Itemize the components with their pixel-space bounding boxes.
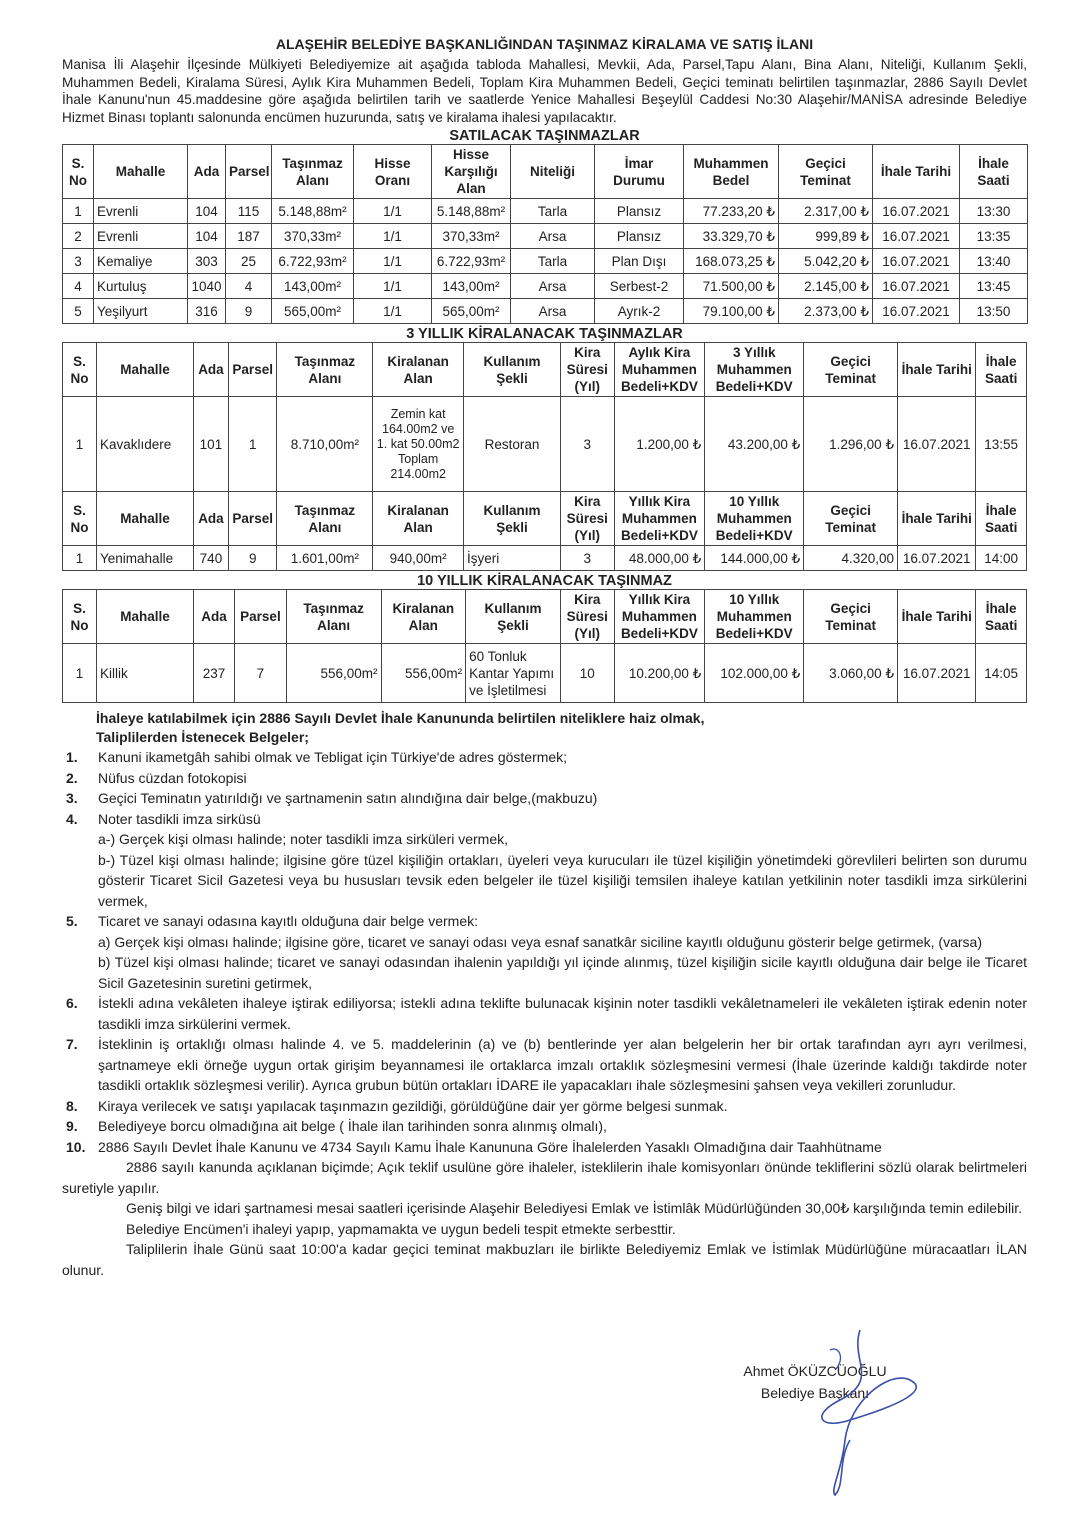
header-cell: S. No	[63, 492, 97, 546]
requirement-text: İsteklinin iş ortaklığı olması halinde 4. ve 5. maddelerinin (a) ve (b) bentlerinde yer alan belgelerin her bir ortak tarafından ayrı ayrı verilmesi, şartnameye ekli örneğe uygun ortak girişim beyannamesi ile ortaklarca imzalı ortaklık sözleşmesini vermesi (İhale üzerinde kaldığı takdirde noter tasdikli ortaklık sözleşmesi verilir). Ayrıca grubun bütün ortakları İDARE ile yapacakları ihale sözleşmesini şahsen veya vekilleri zorunludur.	[98, 1036, 1027, 1093]
table-cell: 940,00m²	[373, 546, 464, 571]
table-cell: 13:30	[960, 199, 1028, 224]
table-cell: 16.07.2021	[873, 249, 960, 274]
intro-paragraph: Manisa İli Alaşehir İlçesinde Mülkiyeti Belediyemize ait aşağıda tabloda Mahallesi, Mevkii, Ada, Parsel,Tapu Alanı, Bina Alanı, Niteliği, Kullanım Şekli, Muhammen Bedeli, Kiralama Süresi, Aylık Kira Muhammen Bedeli, Toplam Kira Muhammen Bedeli, Geçici teminatı belirtilen taşınmazlar, 2886 Sayılı Devlet İhale Kanunu'nun 45.maddesine göre aşağıda belirtilen tarih ve saatlerde Yenice Mahallesi Beşeylül Caddesi No:30 Alaşehir/MANİSA adresinde Belediye Hizmet Binası toplantı salonunda encümen huzurunda, satış ve kiralama ihalesi yapılacaktır.	[62, 57, 1027, 125]
requirement-number: 9.	[66, 1118, 78, 1134]
requirement-number: 7.	[66, 1036, 78, 1052]
table-cell: 13:35	[960, 224, 1028, 249]
document-title: ALAŞEHİR BELEDİYE BAŞKANLIĞINDAN TAŞINMAZ KİRALAMA VE SATIŞ İLANI	[275, 36, 814, 52]
table-cell: Ayrık-2	[595, 299, 684, 324]
table-cell: 2.317,00 ₺	[779, 199, 873, 224]
closing-paragraph-1: 2886 sayılı kanunda açıklanan biçimde; Açık teklif usulüne göre ihaleler, isteklilerin ihale komisyonları önünde tekliflerini sözlü olarak belirtmeleri suretiyle yapılır.	[62, 1159, 1027, 1196]
table-cell: 48.000,00 ₺	[614, 546, 705, 571]
header-cell: Mahalle	[97, 492, 194, 546]
table-cell: 565,00m²	[432, 299, 511, 324]
requirement-subitem: b-) Tüzel kişi olması halinde; ilgisine göre tüzel kişiliğin ortakları, üyeleri veya kurucuları ile tüzel kişiliğin yönetimdeki görevlileri belirten son durumu gösterir Ticaret Sicil Gazetesi veya bu hususları tevsik eden belgeler ile tüzel kişiliği temsilen ihaleye katılan yetkilinin noter tasdikli imza sirkülerini vermek,	[98, 851, 1027, 909]
document-page	[62, 30, 1027, 1280]
requirements-heading-2: Taliplilerden İstenecek Belgeler;	[96, 729, 309, 745]
rent10-table-header	[63, 590, 1027, 644]
sale-table-body	[63, 199, 1028, 324]
requirement-text: Geçici Teminatın yatırıldığı ve şartnamenin satın alındığına dair belge,(makbuzu)	[98, 790, 598, 806]
table-row	[63, 397, 1027, 492]
header-cell: Kira Süresi (Yıl)	[560, 492, 614, 546]
table-cell: 2.373,00 ₺	[779, 299, 873, 324]
table-row	[63, 299, 1028, 324]
table-cell: İşyeri	[464, 546, 561, 571]
table-cell: Plan Dışı	[595, 249, 684, 274]
header-cell: Ada	[188, 145, 226, 199]
header-cell: Parsel	[228, 343, 276, 397]
header-cell: Niteliği	[511, 145, 595, 199]
table-cell: Yeşilyurt	[94, 299, 188, 324]
table-cell: 13:55	[976, 397, 1027, 492]
table-cell: 1	[228, 397, 276, 492]
table-cell: 4.320,00	[804, 546, 898, 571]
header-cell: Yıllık Kira Muhammen Bedeli+KDV	[614, 590, 705, 644]
table-cell: 370,33m²	[432, 224, 511, 249]
table-cell: 13:50	[960, 299, 1028, 324]
table-cell: 8.710,00m²	[277, 397, 373, 492]
closing-paragraph-4: Taliplilerin İhale Günü saat 10:00'a kadar geçici teminat makbuzları ile birlikte Belediyemiz Emlak ve İstimlak Müdürlüğüne müracaatları İLAN olunur.	[62, 1241, 1027, 1278]
rent3-table-header	[63, 343, 1027, 397]
header-cell: İhale Tarihi	[898, 343, 976, 397]
table-cell: 5	[63, 299, 94, 324]
requirements-list	[62, 747, 1027, 1157]
table-cell: 303	[188, 249, 226, 274]
rent3-table	[62, 342, 1027, 571]
requirement-item	[62, 1137, 1027, 1158]
table-cell: 101	[193, 397, 228, 492]
requirement-item	[62, 788, 1027, 809]
sale-section-heading: SATILACAK TAŞINMAZLAR	[449, 128, 640, 144]
table-cell: 71.500,00 ₺	[684, 274, 779, 299]
table-cell: Kavaklıdere	[97, 397, 194, 492]
table-cell: 16.07.2021	[873, 299, 960, 324]
table-cell: 144.000,00 ₺	[705, 546, 804, 571]
table-cell: 5.148,88m²	[432, 199, 511, 224]
header-cell: S. No	[63, 145, 94, 199]
table-cell: 77.233,20 ₺	[684, 199, 779, 224]
requirement-text: Kanuni ikametgâh sahibi olmak ve Tebligat için Türkiye'de adres göstermek;	[98, 749, 568, 765]
table-cell: 14:00	[976, 546, 1027, 571]
requirements-heading-1: İhaleye katılabilmek için 2886 Sayılı Devlet İhale Kanununda belirtilen niteliklere haiz olmak,	[96, 710, 705, 726]
header-cell: İhale Tarihi	[898, 590, 976, 644]
table-cell: 5.148,88m²	[272, 199, 354, 224]
requirement-text: İstekli adına vekâleten ihaleye iştirak ediliyorsa; istekli adına teklifte bulunacak kişinin noter tasdikli vekâletnameleri ile vekâleten iştirak edenin noter tasdikli imza sirkülerini vermek.	[98, 995, 1027, 1032]
table-cell: 33.329,70 ₺	[684, 224, 779, 249]
table-cell: 104	[188, 199, 226, 224]
requirement-item	[62, 809, 1027, 830]
table-cell: Plansız	[595, 199, 684, 224]
table-cell: 16.07.2021	[873, 224, 960, 249]
header-cell: Yıllık Kira Muhammen Bedeli+KDV	[614, 492, 705, 546]
header-cell: Ada	[193, 343, 228, 397]
header-cell: Geçici Teminat	[804, 590, 898, 644]
table-cell: Arsa	[511, 299, 595, 324]
table-cell: Plansız	[595, 224, 684, 249]
table-cell: 1/1	[354, 299, 432, 324]
header-cell: Hisse Karşılığı Alan	[432, 145, 511, 199]
table-cell: 370,33m²	[272, 224, 354, 249]
table-cell: Serbest-2	[595, 274, 684, 299]
table-cell: Kurtuluş	[94, 274, 188, 299]
table-cell: 5.042,20 ₺	[779, 249, 873, 274]
handwritten-signature-icon	[790, 1320, 940, 1500]
table-cell: 43.200,00 ₺	[705, 397, 804, 492]
table-cell: 9	[226, 299, 272, 324]
table-cell: 187	[226, 224, 272, 249]
table-cell: 2	[63, 224, 94, 249]
header-cell: İhale Tarihi	[898, 492, 976, 546]
header-cell: Taşınmaz Alanı	[277, 492, 373, 546]
table-row	[63, 199, 1028, 224]
requirement-number: 10.	[66, 1138, 86, 1155]
table-cell: 143,00m²	[432, 274, 511, 299]
table-cell: 16.07.2021	[898, 397, 976, 492]
requirement-subitem: a-) Gerçek kişi olması halinde; noter tasdikli imza sirküleri vermek,	[98, 831, 509, 847]
table-cell: Evrenli	[94, 224, 188, 249]
table-cell: 168.073,25 ₺	[684, 249, 779, 274]
table-cell: Kemaliye	[94, 249, 188, 274]
header-cell: İmar Durumu	[595, 145, 684, 199]
header-cell: İhale Saati	[976, 343, 1027, 397]
requirement-number: 1.	[66, 749, 78, 765]
table-cell: 16.07.2021	[873, 199, 960, 224]
table-cell: 1/1	[354, 274, 432, 299]
table-cell: Evrenli	[94, 199, 188, 224]
table-cell: 4	[226, 274, 272, 299]
table-cell: 999,89 ₺	[779, 224, 873, 249]
requirement-number: 3.	[66, 790, 78, 806]
header-cell: Kiralanan Alan	[373, 343, 464, 397]
signatory-name: Ahmet ÖKÜZCÜOĞLU	[743, 1363, 887, 1379]
table-cell: 13:45	[960, 274, 1028, 299]
table-cell: 740	[193, 546, 228, 571]
table-cell: 556,00m²	[286, 644, 381, 703]
requirement-item	[62, 911, 1027, 932]
closing-paragraph-3: Belediye Encümen'i ihaleyi yapıp, yapmamakta ve uygun bedeli tespit etmekte serbesttir.	[126, 1220, 676, 1237]
requirement-subitem: a) Gerçek kişi olması halinde; ilgisine göre, ticaret ve sanayi odası veya esnaf sanatkâr siciline kayıtlı olduğunu gösterir belge getirmek, (varsa)	[98, 933, 982, 950]
table-cell: 3	[560, 397, 614, 492]
header-cell: Muhammen Bedel	[684, 145, 779, 199]
requirement-text: 2886 Sayılı Devlet İhale Kanunu ve 4734 Sayılı Kamu İhale Kanununa Göre İhalelerden Yasaklı Olmadığına dair Taahhütname	[98, 1138, 882, 1155]
table-cell: 2.145,00 ₺	[779, 274, 873, 299]
table-cell: 1	[63, 546, 97, 571]
header-cell: İhale Saati	[960, 145, 1028, 199]
sale-table	[62, 144, 1028, 324]
header-cell: Kullanım Şekli	[464, 343, 561, 397]
table-cell: 79.100,00 ₺	[684, 299, 779, 324]
table-cell: 60 Tonluk Kantar Yapımı ve İşletilmesi	[466, 644, 561, 703]
header-cell: S. No	[63, 343, 97, 397]
table-cell: 237	[193, 644, 234, 703]
header-cell: 10 Yıllık Muhammen Bedeli+KDV	[705, 590, 804, 644]
header-cell: Parsel	[226, 145, 272, 199]
header-cell: Taşınmaz Alanı	[272, 145, 354, 199]
header-cell: Aylık Kira Muhammen Bedeli+KDV	[614, 343, 705, 397]
table-cell: 1	[63, 199, 94, 224]
table-cell: 16.07.2021	[898, 644, 976, 703]
header-cell: S. No	[63, 590, 97, 644]
requirement-item	[62, 747, 1027, 768]
table-cell: 1.200,00 ₺	[614, 397, 705, 492]
header-cell: 3 Yıllık Muhammen Bedeli+KDV	[705, 343, 804, 397]
table-cell: Arsa	[511, 224, 595, 249]
table-cell: Yenimahalle	[97, 546, 194, 571]
table-cell: 115	[226, 199, 272, 224]
requirement-item	[62, 993, 1027, 1034]
header-cell: Mahalle	[97, 590, 194, 644]
table-cell: Restoran	[464, 397, 561, 492]
rent10-section-heading: 10 YILLIK KİRALANACAK TAŞINMAZ	[417, 573, 672, 589]
table-cell: 1	[63, 397, 97, 492]
table-cell: 3	[63, 249, 94, 274]
requirement-subitem: b) Tüzel kişi olması halinde; ticaret ve sanayi odasından ihalenin yapıldığı yıl içinde alınmış, tüzel kişiliğin sicile kayıtlı olduğuna dair belge ile Ticaret Sicil Gazetesinin suretini getirmek,	[98, 954, 1027, 991]
header-cell: Ada	[193, 492, 228, 546]
header-cell: Parsel	[235, 590, 287, 644]
table-cell: 3.060,00 ₺	[804, 644, 898, 703]
requirement-text: Kiraya verilecek ve satışı yapılacak taşınmazın gezildiği, görüldüğüne dair yer görme belgesi sunmak.	[98, 1097, 728, 1114]
requirement-item	[62, 1034, 1027, 1096]
table-cell: 16.07.2021	[898, 546, 976, 571]
header-cell: Hisse Oranı	[354, 145, 432, 199]
header-cell: Parsel	[228, 492, 276, 546]
sale-table-header	[63, 145, 1028, 199]
requirement-number: 6.	[66, 995, 78, 1011]
header-cell: Ada	[193, 590, 234, 644]
table-cell: 1/1	[354, 199, 432, 224]
table-cell: 6.722,93m²	[432, 249, 511, 274]
requirement-number: 4.	[66, 810, 78, 827]
table-cell: 6.722,93m²	[272, 249, 354, 274]
header-cell: Kiralanan Alan	[373, 492, 464, 546]
header-cell: Geçici Teminat	[804, 492, 898, 546]
table-cell: Killik	[97, 644, 194, 703]
table-cell: 565,00m²	[272, 299, 354, 324]
table-row	[63, 644, 1027, 703]
table-cell: 1.296,00 ₺	[804, 397, 898, 492]
table-cell: 9	[228, 546, 276, 571]
table-cell: 13:40	[960, 249, 1028, 274]
table-cell: 1/1	[354, 224, 432, 249]
header-cell: Geçici Teminat	[779, 145, 873, 199]
table-cell: 316	[188, 299, 226, 324]
signatory-role: Belediye Başkanı	[760, 1385, 870, 1401]
table-cell: 3	[560, 546, 614, 571]
table-cell: Zemin kat 164.00m2 ve 1. kat 50.00m2 Toplam 214.00m2	[373, 397, 464, 492]
header-cell: Kiralanan Alan	[381, 590, 466, 644]
table-cell: 1040	[188, 274, 226, 299]
table-cell: 104	[188, 224, 226, 249]
header-cell: İhale Tarihi	[873, 145, 960, 199]
table-cell: 25	[226, 249, 272, 274]
header-cell: İhale Saati	[976, 492, 1027, 546]
table-row	[63, 224, 1028, 249]
table-cell: 4	[63, 274, 94, 299]
header-cell: Kullanım Şekli	[466, 590, 561, 644]
table-row	[63, 249, 1028, 274]
header-cell: İhale Saati	[976, 590, 1027, 644]
requirement-item	[62, 1116, 1027, 1137]
header-cell: Geçici Teminat	[804, 343, 898, 397]
table-cell: 10.200,00 ₺	[614, 644, 705, 703]
requirement-item	[62, 1096, 1027, 1117]
table-cell: 1.601,00m²	[277, 546, 373, 571]
rent10-table	[62, 589, 1027, 703]
header-cell: Taşınmaz Alanı	[277, 343, 373, 397]
table-cell: Tarla	[511, 249, 595, 274]
table-cell: 10	[560, 644, 614, 703]
table-cell: 556,00m²	[381, 644, 466, 703]
header-cell: Taşınmaz Alanı	[286, 590, 381, 644]
header-cell: Mahalle	[97, 343, 194, 397]
header-cell: Kullanım Şekli	[464, 492, 561, 546]
table-row	[63, 546, 1027, 571]
requirement-text: Nüfus cüzdan fotokopisi	[98, 769, 247, 786]
header-cell: Kira Süresi (Yıl)	[560, 590, 614, 644]
requirement-number: 8.	[66, 1097, 78, 1114]
table-cell: 1	[63, 644, 97, 703]
table-cell: 16.07.2021	[873, 274, 960, 299]
requirement-number: 2.	[66, 769, 78, 786]
table-cell: Arsa	[511, 274, 595, 299]
header-cell: Mahalle	[94, 145, 188, 199]
table-cell: Tarla	[511, 199, 595, 224]
table-cell: 143,00m²	[272, 274, 354, 299]
table-cell: 1/1	[354, 249, 432, 274]
table-cell: 7	[235, 644, 287, 703]
header-cell: 10 Yıllık Muhammen Bedeli+KDV	[705, 492, 804, 546]
requirement-number: 5.	[66, 913, 78, 929]
header-cell: Kira Süresi (Yıl)	[560, 343, 614, 397]
requirement-text: Belediyeye borcu olmadığına ait belge ( İhale ilan tarihinden sonra alınmış olmalı),	[98, 1118, 607, 1134]
table-cell: 102.000,00 ₺	[705, 644, 804, 703]
rent3-section-heading: 3 YILLIK KİRALANACAK TAŞINMAZLAR	[406, 326, 683, 342]
table-row	[63, 274, 1028, 299]
rent3-table-header-2	[63, 492, 1027, 546]
requirement-text: Noter tasdikli imza sirküsü	[98, 810, 261, 827]
requirement-text: Ticaret ve sanayi odasına kayıtlı olduğuna dair belge vermek:	[98, 913, 479, 929]
requirement-item	[62, 768, 1027, 789]
table-cell: 14:05	[976, 644, 1027, 703]
closing-paragraph-2: Geniş bilgi ve idari şartnamesi mesai saatleri içerisinde Alaşehir Belediyesi Emlak ve İstimlâk Müdürlüğünden 30,00₺ karşılığında temin edilebilir.	[126, 1200, 1022, 1216]
